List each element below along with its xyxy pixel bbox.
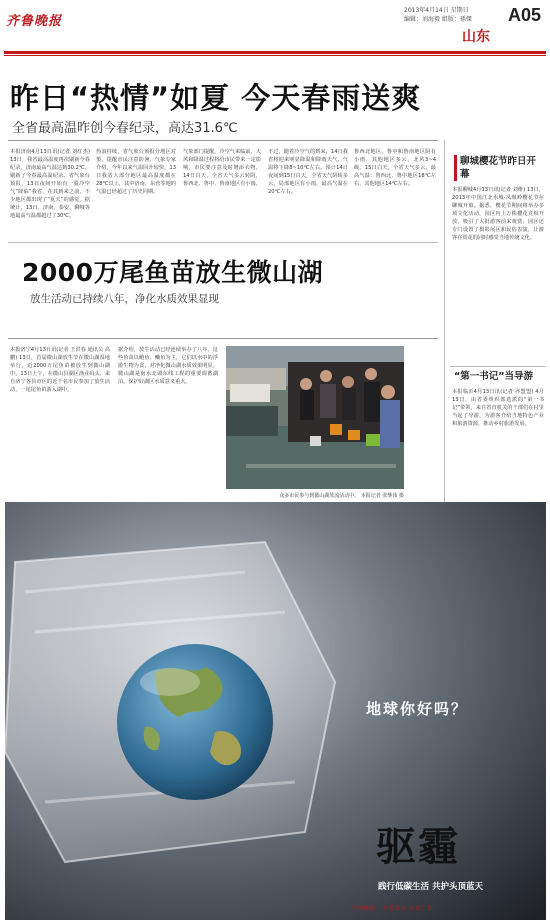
right-divider — [450, 366, 546, 367]
column-divider — [444, 140, 445, 502]
date-line: 2013年4月14日 星期日 — [404, 7, 469, 14]
ad-brand: 驱霾 — [376, 823, 460, 870]
editors-line: 编辑：刘海毅 組版：孫傑 — [404, 16, 472, 23]
ad-question: 地球你好吗？ — [366, 700, 469, 718]
item1-marker — [454, 155, 457, 181]
page-number: A05 — [508, 5, 542, 25]
photo-caption: 众多市民参与到微山湖放流活动中。 本报记者 张继伟 摄 — [279, 493, 404, 499]
header-rule — [4, 51, 546, 54]
right-item2-title: “第一书记”当导游 — [454, 371, 533, 382]
header-info — [404, 6, 504, 24]
newspaper-logo: 齐鲁晚报 — [6, 14, 63, 29]
ad-slogan: 践行低碳生活 共护头顶蓝天 — [378, 882, 483, 892]
story1-col3: 气象部门提醒，冷空气来临前，大风和降温过程将给市民带来一定影响，市民要注意及时增添衣物。14日白天，全省天气多云转阴，鲁西北、鲁中、鲁南地区有小雨。 — [183, 149, 261, 187]
story2-subhead: 放生活动已持续八年，净化水质效果显现 — [30, 293, 219, 305]
right-item2-text: 本报临沂4月13日讯(记者 齐盟盟) 4月13日，由省委组织部选派的“第一书记”带领，来自省直机关的干部们在村里当起了导游，为游客介绍当地特色产业和旅游资源，推动乡村旅游发展。 — [452, 389, 544, 427]
story1-rule — [8, 140, 438, 141]
header-thin-rule — [4, 55, 546, 56]
story1-col2: 热浪持续，省气象台预报分地区对策，提醒市民注意防暑。气象专家介绍，今年以来气温回升较快，13日我省大部分地区最高温度都在28℃以上，其中济南、东营等地的气温已经超过了历史同期。 — [96, 149, 176, 195]
story2-col2: 据介绍，放生活动已经连续举办了八年，这些鱼苗以鲢鱼、鳙鱼为主，它们以水中的浮游生物为食，对净化微山湖水质效果明显。微山湖是南水北调东线工程的重要调蓄湖泊，保护好湖区水质意义重大。 — [118, 347, 218, 385]
right-item1-title: 聊城樱花节昨日开幕 — [460, 156, 537, 180]
fish-release-photo — [226, 346, 404, 489]
story1-col5: 鲁西北地区、鲁中和鲁南地区阴有小雨，其他地区多云，北风3~4级。15日白天，全省天气多云，最高气温：鲁西北、鲁中地区18℃左右，其他地区14℃左右。 — [354, 149, 436, 187]
story1-col4: 不过，随着冷空气的到来，14日我省将迎来明显降温和降雨天气，气温将下降8~10℃左右。预计14日夜间到15日白天，全省天气阴转多云，局部地区有小雨，最高气温在20℃左右。 — [268, 149, 348, 195]
story2-headline: 2000万尾鱼苗放生微山湖 — [22, 258, 324, 287]
story1-subhead: 全省最高温昨创今春纪录，高达31.6℃ — [12, 121, 238, 136]
story-divider — [8, 242, 438, 243]
ad-footer: 齐鲁晚报 · 齐鲁壹点 公益广告 — [352, 906, 433, 912]
story2-col1: 本报济宁4月13日讯(记者 王洪春 通讯员 高鹏) 13日，首届微山湖放生节在微山湖湿地举行，近2000万尾鱼苗被放生到微山湖中。13日上午，在微山县湖区渔业码头，来自济宁各县市区的近千名市民参加了放生活动，一尾尾鱼苗游入湖中。 — [10, 347, 110, 393]
story1-col1: 本报济南4月13日讯(记者 刘红杰) 13日，我省最高温度再次刷新今春纪录，济南最高气温达到30.2℃，刷新了今春最高温纪录。省气象台预报，13日夜间开始有一股冷空气“降临”我省，在其到来之前，不少地区都出现了“夏天”的感觉。据统计，13日，济南、泰安、聊城等地最高气温都超过了30℃。 — [10, 149, 90, 219]
section-label: 山东 — [462, 29, 490, 45]
story1-headline: 昨日“热情”如夏 今天春雨送爽 — [10, 81, 422, 115]
right-item1-text: 本报聊城4月13日讯(记者 刘维) 13日，2013年中国江北水城·凤凰岭樱花节在聊城开幕。据悉，樱花节期间将举办多项文化活动，园区内上万株樱花竞相开放，吸引了大批游客前来观赏。园区还专门设置了摄影展区和民俗表演，让游客在赏花的同时感受当地传统文化。 — [452, 187, 544, 241]
story2-rule — [8, 338, 438, 339]
